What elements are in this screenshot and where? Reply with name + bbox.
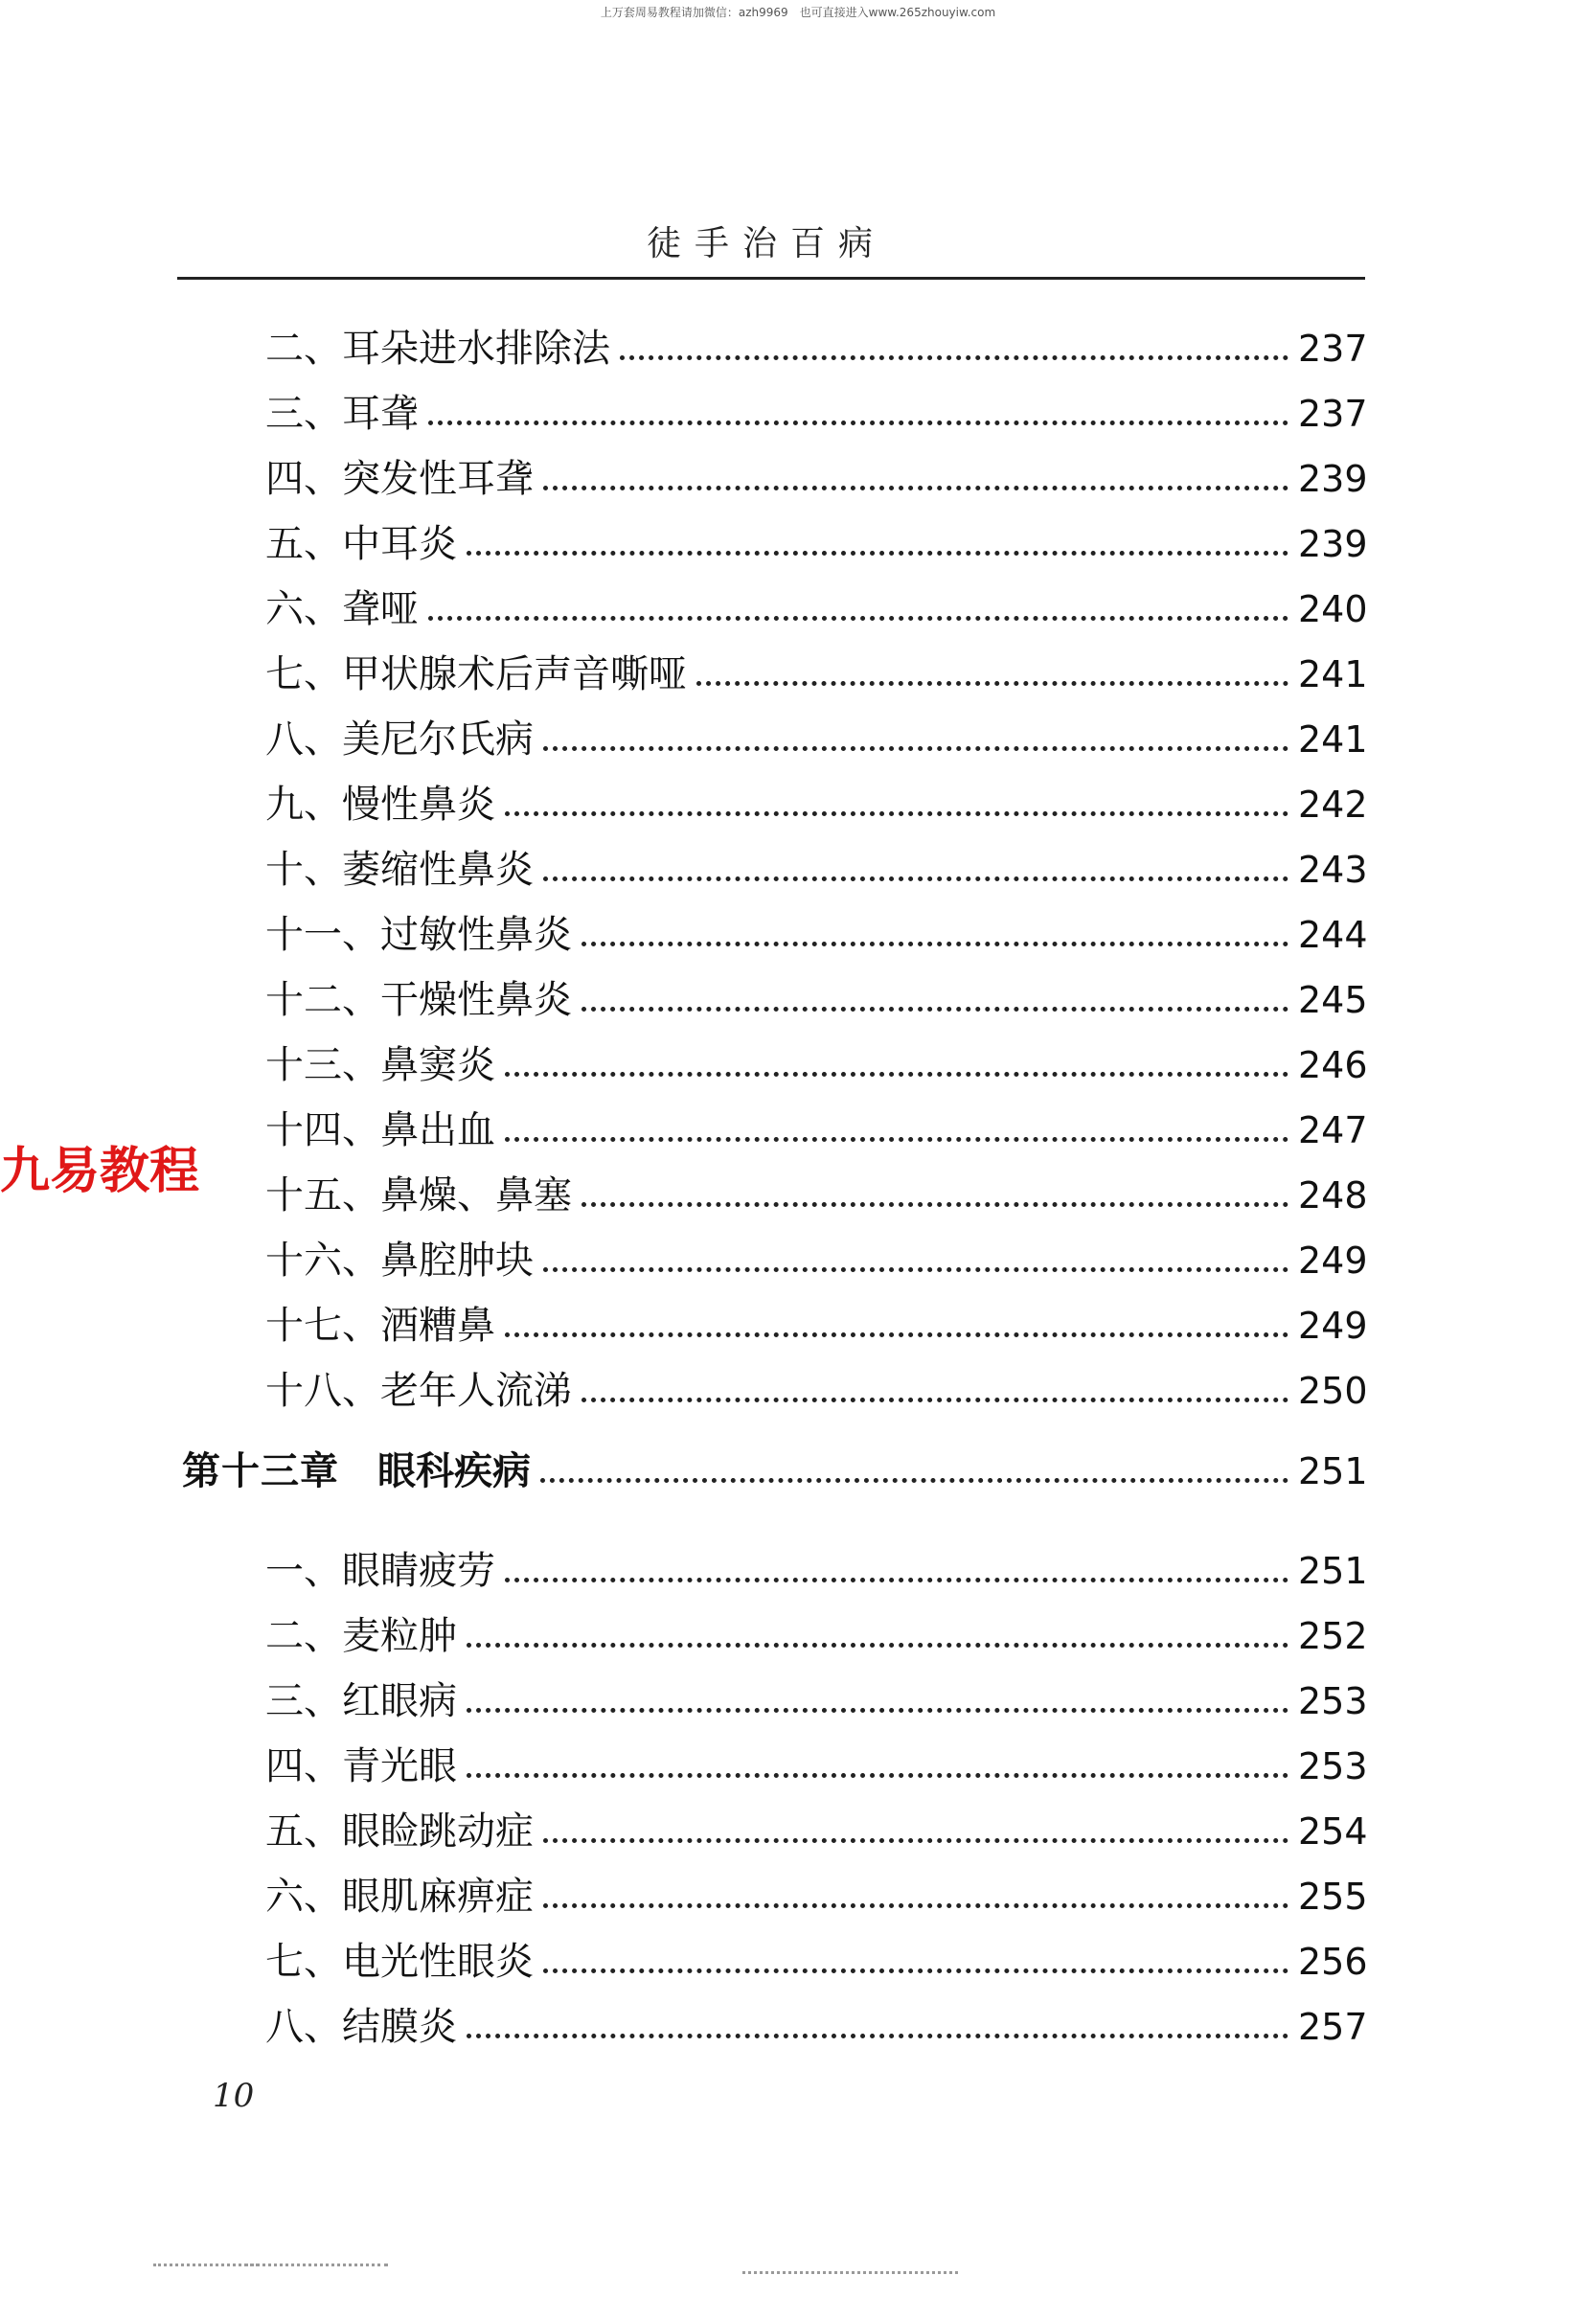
toc-leader-dots (581, 942, 1288, 946)
toc-entry-page-number: 255 (1298, 1876, 1368, 1918)
toc-entry (265, 1939, 1368, 1985)
toc-entry-page-number: 239 (1298, 523, 1368, 565)
page-header-title: 徒手治百病 (646, 224, 886, 263)
toc-entry-label: 五、眼睑跳动症 (265, 1809, 534, 1854)
toc-entry (265, 782, 1368, 828)
toc-entry-page-number: 237 (1298, 328, 1368, 370)
toc-entry-page-number: 244 (1298, 914, 1368, 956)
toc-entry-page-number: 245 (1298, 979, 1368, 1021)
toc-entry (265, 977, 1368, 1023)
chapter-number: 第十三章 (182, 1448, 339, 1493)
toc-entry-page-number: 248 (1298, 1174, 1368, 1217)
toc-leader-dots (505, 1137, 1288, 1142)
toc-entry (265, 717, 1368, 762)
toc-entry (265, 456, 1368, 502)
toc-entry-page-number: 253 (1298, 1680, 1368, 1722)
toc-entry (265, 391, 1368, 437)
toc-entry (265, 1874, 1368, 1920)
toc-leader-dots (467, 1773, 1288, 1778)
toc-entry-label: 十、萎缩性鼻炎 (265, 848, 534, 892)
toc-entry-page-number: 247 (1298, 1109, 1368, 1151)
toc-entry (265, 2004, 1368, 2050)
toc-entry (265, 521, 1368, 567)
toc-leader-dots (428, 421, 1288, 425)
watermark-text: 九易教程 (0, 1143, 200, 1200)
toc-entry-label: 六、聋哑 (265, 587, 419, 631)
scan-noise-1 (153, 2261, 259, 2266)
toc-entry (265, 1809, 1368, 1854)
toc-leader-dots (620, 355, 1288, 360)
chapter-page-number: 251 (1298, 1450, 1368, 1492)
toc-leader-dots (467, 1643, 1288, 1648)
toc-entry-label: 三、耳聋 (265, 392, 419, 436)
toc-leader-dots (543, 876, 1288, 881)
toc-entry-label: 十二、干燥性鼻炎 (265, 978, 572, 1022)
toc-entry-page-number: 249 (1298, 1240, 1368, 1282)
toc-entry-page-number: 256 (1298, 1941, 1368, 1983)
toc-entry-label: 十八、老年人流涕 (265, 1369, 572, 1413)
top-promo-note: 上万套周易教程请加微信：azh9969 也可直接进入www.265zhouyiw.com (600, 6, 996, 19)
toc-entry-label: 四、突发性耳聋 (265, 457, 534, 501)
toc-entry-label: 八、结膜炎 (265, 2005, 457, 2049)
toc-leader-dots (581, 1007, 1288, 1012)
toc-entry (265, 1238, 1368, 1284)
toc-entry-label: 七、甲状腺术后声音嘶哑 (265, 652, 687, 696)
toc-entry-page-number: 254 (1298, 1810, 1368, 1853)
toc-leader-dots (543, 1903, 1288, 1908)
toc-entry (265, 1743, 1368, 1789)
toc-entry (265, 586, 1368, 632)
toc-entry-page-number: 253 (1298, 1745, 1368, 1787)
toc-entry (265, 1678, 1368, 1724)
toc-entry-label: 二、麦粒肿 (265, 1614, 457, 1658)
toc-entry-page-number: 237 (1298, 393, 1368, 435)
toc-entry (265, 1368, 1368, 1414)
toc-entry (265, 912, 1368, 958)
toc-entry-label: 三、红眼病 (265, 1679, 457, 1723)
toc-entry-label: 六、眼肌麻痹症 (265, 1875, 534, 1919)
toc-entry (265, 1303, 1368, 1349)
toc-entry-label: 七、电光性眼炎 (265, 1940, 534, 1984)
toc-entry-page-number: 239 (1298, 458, 1368, 500)
toc-leader-dots (543, 1838, 1288, 1843)
toc-entry-label: 十三、鼻窦炎 (265, 1043, 495, 1087)
toc-leader-dots (543, 486, 1288, 490)
scan-noise-3 (742, 2268, 958, 2274)
toc-entry-page-number: 251 (1298, 1550, 1368, 1592)
toc-entry-label: 十一、过敏性鼻炎 (265, 913, 572, 957)
header-rule (177, 277, 1365, 280)
toc-entry (265, 1107, 1368, 1153)
toc-entry (265, 847, 1368, 893)
toc-entry-page-number: 242 (1298, 784, 1368, 826)
toc-entry-label: 九、慢性鼻炎 (265, 783, 495, 827)
toc-leader-dots (428, 616, 1288, 621)
toc-entry-page-number: 257 (1298, 2006, 1368, 2048)
toc-leader-dots (543, 746, 1288, 751)
toc-entry-label: 二、耳朵进水排除法 (265, 327, 610, 371)
toc-entry-page-number: 241 (1298, 718, 1368, 761)
toc-entry (265, 326, 1368, 372)
scan-noise-2 (244, 2261, 388, 2266)
toc-entry (265, 651, 1368, 697)
toc-entry (265, 1172, 1368, 1218)
chapter-title: 眼科疾病 (377, 1448, 531, 1493)
toc-entry-label: 一、眼睛疲劳 (265, 1549, 495, 1593)
toc-leader-dots (581, 1398, 1288, 1402)
toc-entry-label: 十六、鼻腔肿块 (265, 1239, 534, 1283)
toc-entry-page-number: 240 (1298, 588, 1368, 630)
toc-leader-dots (543, 1267, 1288, 1272)
toc-leader-dots (505, 1578, 1288, 1582)
toc-leader-dots (467, 2034, 1288, 2038)
toc-leader-dots (467, 551, 1288, 556)
toc-entry (265, 1042, 1368, 1088)
toc-entry-label: 十五、鼻燥、鼻塞 (265, 1173, 572, 1217)
toc-chapter-13 (182, 1448, 1368, 1494)
toc-leader-dots (467, 1708, 1288, 1713)
toc-leader-dots (505, 1072, 1288, 1077)
chapter-leader-dots (540, 1478, 1288, 1483)
toc-entry-label: 八、美尼尔氏病 (265, 717, 534, 762)
toc-leader-dots (581, 1202, 1288, 1207)
toc-entry-page-number: 249 (1298, 1305, 1368, 1347)
toc-entry-label: 十七、酒糟鼻 (265, 1304, 495, 1348)
toc-entry-label: 四、青光眼 (265, 1744, 457, 1788)
toc-leader-dots (543, 1968, 1288, 1973)
toc-entry-label: 五、中耳炎 (265, 522, 457, 566)
toc-entry-page-number: 246 (1298, 1044, 1368, 1086)
toc-leader-dots (696, 681, 1288, 686)
page-number: 10 (213, 2077, 255, 2115)
toc-entry-label: 十四、鼻出血 (265, 1108, 495, 1152)
toc-entry-page-number: 252 (1298, 1615, 1368, 1657)
toc-entry (265, 1613, 1368, 1659)
toc-entry-page-number: 250 (1298, 1370, 1368, 1412)
toc-leader-dots (505, 1332, 1288, 1337)
chapter-heading (182, 1448, 531, 1494)
toc-leader-dots (505, 811, 1288, 816)
toc-entry-page-number: 241 (1298, 653, 1368, 695)
toc-entry-page-number: 243 (1298, 849, 1368, 891)
toc-entry (265, 1548, 1368, 1594)
